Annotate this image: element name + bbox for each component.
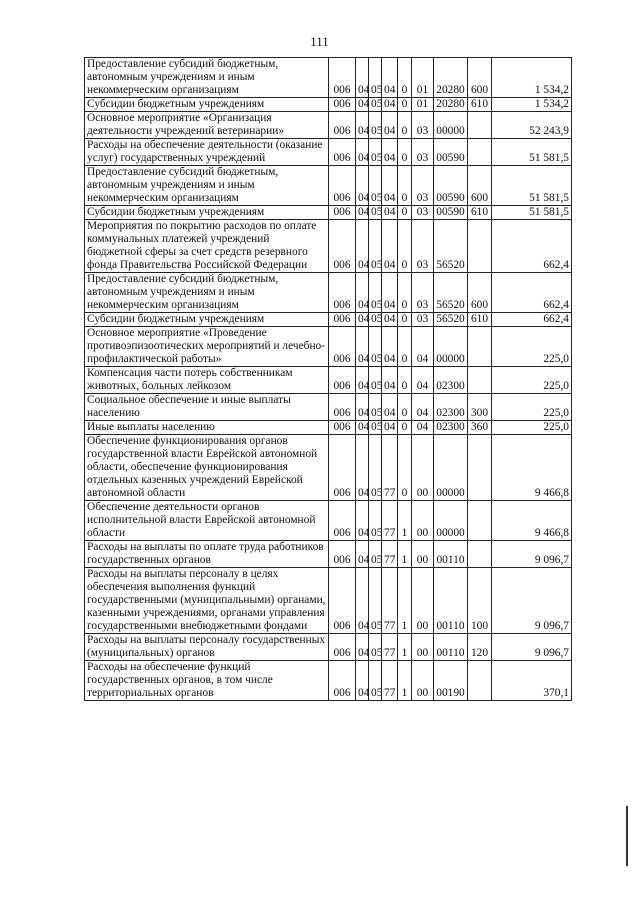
code-direction: 00590 — [434, 139, 468, 166]
code-pr: 05 — [369, 139, 382, 166]
code-rz: 04 — [356, 435, 369, 501]
table-row — [85, 112, 572, 139]
code-expense-type — [468, 541, 492, 568]
table-row — [85, 661, 572, 701]
code-expense-type — [468, 367, 492, 394]
row-name: Расходы на обеспечение функций государственных органов, в том числе территориальных органов — [85, 661, 329, 701]
code-rz: 04 — [356, 139, 369, 166]
code-program: 04 — [382, 421, 398, 435]
code-measure: 01 — [412, 98, 434, 112]
code-measure: 03 — [412, 139, 434, 166]
code-measure: 03 — [412, 166, 434, 206]
code-grbs: 006 — [329, 206, 356, 220]
code-pr: 05 — [369, 206, 382, 220]
table-row — [85, 313, 572, 327]
code-pr: 05 — [369, 661, 382, 701]
code-direction: 56520 — [434, 220, 468, 273]
table-row — [85, 98, 572, 112]
row-name: Субсидии бюджетным учреждениям — [85, 313, 329, 327]
code-expense-type — [468, 501, 492, 541]
table-row — [85, 634, 572, 661]
row-amount: 662,4 — [492, 220, 572, 273]
code-pr: 05 — [369, 58, 382, 98]
code-grbs: 006 — [329, 568, 356, 634]
code-direction: 56520 — [434, 313, 468, 327]
code-grbs: 006 — [329, 139, 356, 166]
code-program: 04 — [382, 139, 398, 166]
code-grbs: 006 — [329, 327, 356, 367]
code-direction: 02300 — [434, 367, 468, 394]
code-expense-type — [468, 139, 492, 166]
table-row — [85, 58, 572, 98]
row-amount: 51 581,5 — [492, 206, 572, 220]
code-program: 77 — [382, 501, 398, 541]
code-expense-type: 360 — [468, 421, 492, 435]
code-subprogram: 0 — [398, 435, 412, 501]
code-measure: 04 — [412, 367, 434, 394]
row-name: Основное мероприятие «Проведение противоэпизоотических мероприятий и лечебно-профилактической работы» — [85, 327, 329, 367]
code-direction: 00110 — [434, 634, 468, 661]
row-amount: 51 581,5 — [492, 166, 572, 206]
table-row — [85, 541, 572, 568]
row-name: Предоставление субсидий бюджетным, автономным учреждениям и иным некоммерческим организациям — [85, 273, 329, 313]
code-program: 04 — [382, 220, 398, 273]
code-direction: 00590 — [434, 166, 468, 206]
row-name: Иные выплаты населению — [85, 421, 329, 435]
row-name: Расходы на обеспечение деятельности (оказание услуг) государственных учреждений — [85, 139, 329, 166]
code-direction: 02300 — [434, 394, 468, 421]
code-grbs: 006 — [329, 421, 356, 435]
code-subprogram: 0 — [398, 98, 412, 112]
code-direction: 00000 — [434, 112, 468, 139]
code-rz: 04 — [356, 327, 369, 367]
table-row — [85, 568, 572, 634]
code-program: 04 — [382, 327, 398, 367]
code-program: 04 — [382, 166, 398, 206]
table-row — [85, 220, 572, 273]
row-amount: 9 096,7 — [492, 541, 572, 568]
code-expense-type — [468, 112, 492, 139]
code-pr: 05 — [369, 327, 382, 367]
code-expense-type: 100 — [468, 568, 492, 634]
code-program: 04 — [382, 206, 398, 220]
code-rz: 04 — [356, 206, 369, 220]
code-expense-type: 600 — [468, 273, 492, 313]
code-measure: 03 — [412, 313, 434, 327]
code-direction: 02300 — [434, 421, 468, 435]
row-name: Обеспечение функционирования органов государственной власти Еврейской автономной области, обеспечение функционирования отдельных казенных учреждений Еврейской автономной области — [85, 435, 329, 501]
code-subprogram: 0 — [398, 421, 412, 435]
code-grbs: 006 — [329, 367, 356, 394]
code-expense-type: 120 — [468, 634, 492, 661]
row-amount: 1 534,2 — [492, 98, 572, 112]
code-rz: 04 — [356, 394, 369, 421]
code-subprogram: 0 — [398, 139, 412, 166]
code-direction: 00110 — [434, 568, 468, 634]
code-rz: 04 — [356, 166, 369, 206]
code-rz: 04 — [356, 220, 369, 273]
row-name: Мероприятия по покрытию расходов по оплате коммунальных платежей учреждений бюджетной сферы за счет средств резервного фонда Правительства Российской Федерации — [85, 220, 329, 273]
code-grbs: 006 — [329, 58, 356, 98]
code-program: 77 — [382, 541, 398, 568]
code-direction: 20280 — [434, 58, 468, 98]
code-direction: 00000 — [434, 501, 468, 541]
code-grbs: 006 — [329, 112, 356, 139]
row-amount: 51 581,5 — [492, 139, 572, 166]
code-rz: 04 — [356, 421, 369, 435]
row-name: Компенсация части потерь собственникам животных, больных лейкозом — [85, 367, 329, 394]
code-direction: 56520 — [434, 273, 468, 313]
row-amount: 225,0 — [492, 421, 572, 435]
code-rz: 04 — [356, 112, 369, 139]
code-pr: 05 — [369, 112, 382, 139]
row-name: Субсидии бюджетным учреждениям — [85, 206, 329, 220]
row-amount: 225,0 — [492, 327, 572, 367]
code-measure: 04 — [412, 327, 434, 367]
code-grbs: 006 — [329, 634, 356, 661]
code-program: 04 — [382, 112, 398, 139]
code-expense-type — [468, 220, 492, 273]
code-pr: 05 — [369, 421, 382, 435]
code-grbs: 006 — [329, 661, 356, 701]
row-name: Основное мероприятие «Организация деятельности учреждений ветеринарии» — [85, 112, 329, 139]
code-pr: 05 — [369, 313, 382, 327]
budget-table — [84, 57, 572, 701]
code-expense-type: 610 — [468, 206, 492, 220]
code-rz: 04 — [356, 367, 369, 394]
table-row — [85, 166, 572, 206]
table-row — [85, 327, 572, 367]
code-subprogram: 0 — [398, 394, 412, 421]
code-subprogram: 0 — [398, 166, 412, 206]
table-row — [85, 435, 572, 501]
code-program: 04 — [382, 58, 398, 98]
code-pr: 05 — [369, 166, 382, 206]
code-expense-type — [468, 661, 492, 701]
code-grbs: 006 — [329, 435, 356, 501]
code-direction: 00000 — [434, 327, 468, 367]
code-pr: 05 — [369, 394, 382, 421]
row-amount: 52 243,9 — [492, 112, 572, 139]
code-grbs: 006 — [329, 501, 356, 541]
code-grbs: 006 — [329, 166, 356, 206]
code-direction: 00110 — [434, 541, 468, 568]
code-direction: 20280 — [434, 98, 468, 112]
table-row — [85, 273, 572, 313]
row-name: Субсидии бюджетным учреждениям — [85, 98, 329, 112]
code-program: 04 — [382, 394, 398, 421]
code-subprogram: 1 — [398, 661, 412, 701]
row-amount: 9 096,7 — [492, 568, 572, 634]
code-grbs: 006 — [329, 313, 356, 327]
code-rz: 04 — [356, 313, 369, 327]
code-rz: 04 — [356, 98, 369, 112]
row-name: Предоставление субсидий бюджетным, автономным учреждениям и иным некоммерческим организациям — [85, 166, 329, 206]
code-pr: 05 — [369, 273, 382, 313]
code-measure: 01 — [412, 58, 434, 98]
code-pr: 05 — [369, 435, 382, 501]
code-measure: 00 — [412, 501, 434, 541]
row-amount: 1 534,2 — [492, 58, 572, 98]
row-name: Социальное обеспечение и иные выплаты населению — [85, 394, 329, 421]
table-row — [85, 421, 572, 435]
table-row — [85, 501, 572, 541]
code-subprogram: 0 — [398, 273, 412, 313]
code-subprogram: 0 — [398, 220, 412, 273]
code-expense-type — [468, 435, 492, 501]
page-edge-mark — [626, 806, 628, 866]
code-measure: 04 — [412, 394, 434, 421]
row-name: Расходы на выплаты персоналу в целях обеспечения выполнения функций государственными (муниципальными) органами, казенными учреждениями, органами управления государственными внебюджетными фондами — [85, 568, 329, 634]
row-amount: 9 466,8 — [492, 501, 572, 541]
code-measure: 00 — [412, 541, 434, 568]
table-row — [85, 367, 572, 394]
page-number: 111 — [310, 34, 329, 49]
code-rz: 04 — [356, 273, 369, 313]
row-name: Расходы на выплаты персоналу государственных (муниципальных) органов — [85, 634, 329, 661]
row-amount: 225,0 — [492, 394, 572, 421]
budget-table-body — [85, 58, 572, 701]
code-subprogram: 0 — [398, 367, 412, 394]
table-row — [85, 139, 572, 166]
code-measure: 03 — [412, 220, 434, 273]
code-program: 77 — [382, 661, 398, 701]
code-rz: 04 — [356, 634, 369, 661]
code-subprogram: 0 — [398, 58, 412, 98]
table-row — [85, 394, 572, 421]
code-expense-type: 300 — [468, 394, 492, 421]
code-pr: 05 — [369, 367, 382, 394]
code-expense-type — [468, 327, 492, 367]
code-program: 77 — [382, 568, 398, 634]
code-direction: 00000 — [434, 435, 468, 501]
row-amount: 9 096,7 — [492, 634, 572, 661]
row-amount: 370,1 — [492, 661, 572, 701]
code-direction: 00590 — [434, 206, 468, 220]
code-rz: 04 — [356, 661, 369, 701]
row-name: Обеспечение деятельности органов исполнительной власти Еврейской автономной области — [85, 501, 329, 541]
code-measure: 03 — [412, 273, 434, 313]
row-name: Предоставление субсидий бюджетным, автономным учреждениям и иным некоммерческим организациям — [85, 58, 329, 98]
code-pr: 05 — [369, 220, 382, 273]
code-subprogram: 0 — [398, 313, 412, 327]
code-pr: 05 — [369, 568, 382, 634]
code-grbs: 006 — [329, 220, 356, 273]
code-rz: 04 — [356, 501, 369, 541]
code-direction: 00190 — [434, 661, 468, 701]
code-subprogram: 0 — [398, 327, 412, 367]
code-grbs: 006 — [329, 541, 356, 568]
code-subprogram: 1 — [398, 541, 412, 568]
code-subprogram: 0 — [398, 206, 412, 220]
code-measure: 03 — [412, 206, 434, 220]
code-grbs: 006 — [329, 98, 356, 112]
code-pr: 05 — [369, 541, 382, 568]
code-program: 77 — [382, 435, 398, 501]
row-amount: 662,4 — [492, 313, 572, 327]
code-subprogram: 1 — [398, 568, 412, 634]
code-program: 04 — [382, 367, 398, 394]
code-rz: 04 — [356, 58, 369, 98]
code-grbs: 006 — [329, 394, 356, 421]
code-program: 04 — [382, 98, 398, 112]
code-expense-type: 600 — [468, 58, 492, 98]
row-amount: 9 466,8 — [492, 435, 572, 501]
row-amount: 662,4 — [492, 273, 572, 313]
code-program: 77 — [382, 634, 398, 661]
code-program: 04 — [382, 273, 398, 313]
code-expense-type: 600 — [468, 166, 492, 206]
code-rz: 04 — [356, 568, 369, 634]
code-pr: 05 — [369, 98, 382, 112]
code-pr: 05 — [369, 634, 382, 661]
code-expense-type: 610 — [468, 98, 492, 112]
code-measure: 00 — [412, 435, 434, 501]
code-measure: 00 — [412, 568, 434, 634]
code-expense-type: 610 — [468, 313, 492, 327]
code-measure: 00 — [412, 661, 434, 701]
row-amount: 225,0 — [492, 367, 572, 394]
code-measure: 04 — [412, 421, 434, 435]
row-name: Расходы на выплаты по оплате труда работников государственных органов — [85, 541, 329, 568]
code-grbs: 006 — [329, 273, 356, 313]
code-measure: 00 — [412, 634, 434, 661]
table-row — [85, 206, 572, 220]
code-subprogram: 1 — [398, 634, 412, 661]
code-subprogram: 0 — [398, 112, 412, 139]
code-pr: 05 — [369, 501, 382, 541]
code-subprogram: 1 — [398, 501, 412, 541]
code-measure: 03 — [412, 112, 434, 139]
code-program: 04 — [382, 313, 398, 327]
code-rz: 04 — [356, 541, 369, 568]
